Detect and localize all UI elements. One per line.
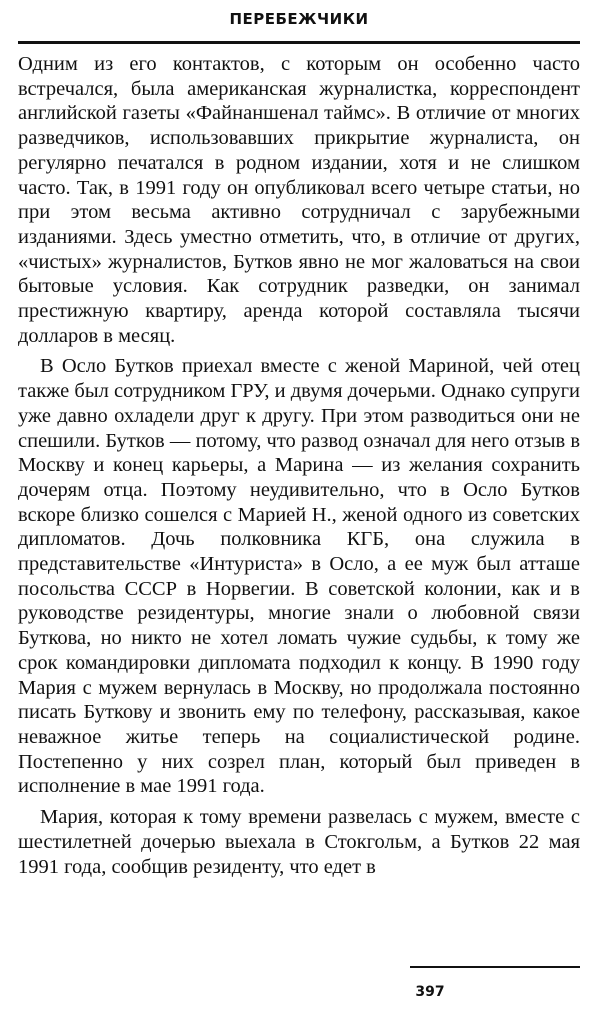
paragraph-1: Одним из его контактов, с которым он особенно часто встречался, была американская журналистка, корреспондент английской газеты «Файнаншенал таймс». В отличие от многих разведчиков, использовавших прикрытие журналиста, он регулярно печатался в родном издании, хотя и не слишком часто. Так, в 1991 году он опубликовал всего четыре статьи, но при этом весьма активно сотрудничал с зарубежными изданиями. Здесь уместно отметить, что, в отличие от других, «чистых» журналистов, Бутков явно не мог жаловаться на свои бытовые условия. Как сотрудник разведки, он занимал престижную квартиру, аренда которой составляла тысячи долларов в месяц. <box>18 53 580 347</box>
running-title: ПЕРЕБЕЖЧИКИ <box>229 10 369 28</box>
header-rule <box>18 41 580 44</box>
paragraph-2: В Осло Бутков приехал вместе с женой Мариной, чей отец также был сотрудником ГРУ, и двумя дочерьми. Однако супруги уже давно охладели друг к другу. При этом разводиться они не спешили. Бутков — потому, что развод означал для него отзыв в Москву и конец карьеры, а Марина — из желания сохранить дочерям отца. Поэтому неудивительно, что в Осло Бутков вскоре близко сошелся с Марией Н., женой одного из советских дипломатов. Дочь полковника КГБ, она служила в представительстве «Интуриста» в Осло, а ее муж был атташе посольства СССР в Норвегии. В советской колонии, как и в руководстве резидентуры, многие знали о любовной связи Буткова, но никто не хотел ломать чужие судьбы, к тому же срок командировки дипломата подходил к концу. В 1990 году Мария с мужем вернулась в Москву, но продолжала постоянно писать Буткову и звонить ему по телефону, рассказывая, какое неважное житье теперь на социалистической родине. Постепенно у них созрел план, который был приведен в исполнение в мае 1991 года. <box>18 355 580 798</box>
footer-rule <box>410 966 580 968</box>
body-text <box>18 52 580 885</box>
paragraph-3: Мария, которая к тому времени развелась с мужем, вместе с шестилетней дочерью выехала в Стокгольм, а Бутков 22 мая 1991 года, сообщив резиденту, что едет в <box>18 806 580 878</box>
page-number: 397 <box>415 984 445 1000</box>
